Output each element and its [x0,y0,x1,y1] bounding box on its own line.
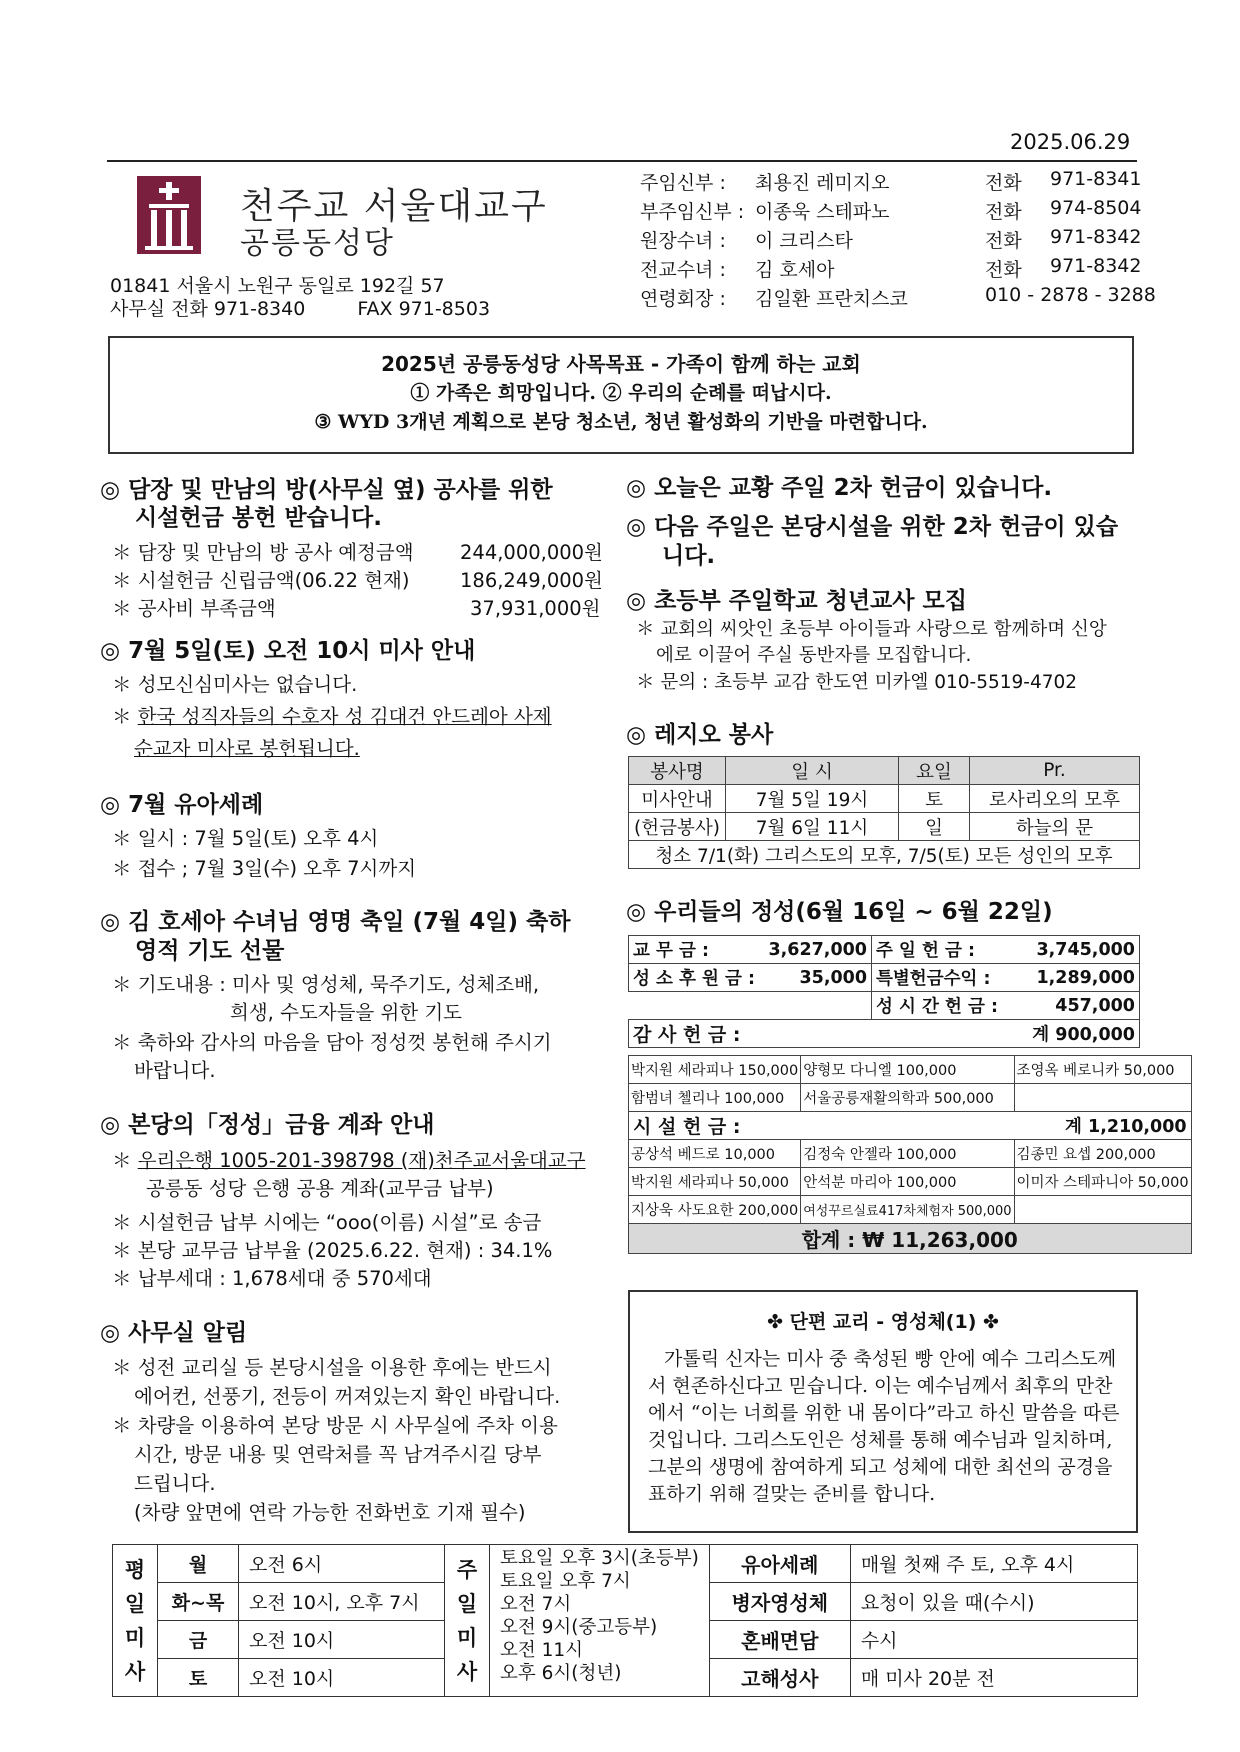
thanks-donors-table [628,1055,1192,1254]
donor-cell: 여성꾸르실료417차체험자 500,000 [801,1196,1014,1224]
table-cell: 하늘의 문 [970,813,1140,841]
table-cell: (헌금봉사) [629,813,726,841]
list-item: ＊ 우리은행 1005-201-398798 (재)천주교서울대교구 [112,1149,586,1172]
list-item: 에어컨, 선풍기, 전등이 꺼져있는지 확인 바랍니다. [134,1385,561,1408]
list-item: (차량 앞면에 연락 가능한 전화번호 기재 필수) [134,1501,526,1524]
column-header: 요일 [899,757,970,785]
donor-cell [1014,1196,1191,1224]
pastoral-goal-box [108,336,1134,454]
mass-day: 금 [158,1621,239,1659]
office-phone: 사무실 전화 971-8340 [110,298,306,320]
list-item: ＊ 접수 ; 7월 3일(수) 오후 7시까지 [112,857,417,880]
table-row [629,841,1140,869]
donor-cell: 박지원 세라피나 50,000 [629,1168,801,1196]
section-title: ◎ 본당의「정성」금융 계좌 안내 [100,1112,435,1138]
list-item: ＊ 일시 : 7월 5일(토) 오후 4시 [112,827,379,850]
offering-label: 시 설 헌 금 : [629,1112,1015,1140]
list-item: ＊ 기도내용 : 미사 및 영성체, 묵주기도, 성체조배, [112,973,540,996]
table-row [629,1112,1192,1140]
donor-cell: 김정숙 안젤라 100,000 [801,1140,1014,1168]
table-cell: 7월 6일 11시 [726,813,899,841]
sunday-mass-time: 토요일 오후 3시(초등부) [500,1548,699,1569]
table-header-row [629,757,1140,785]
goal-line: ① 가족은 희망입니다. ② 우리의 순례를 떠납시다. [410,382,832,404]
mass-time: 오전 10시 [239,1659,445,1697]
column-header: Pr. [970,757,1140,785]
list-item: ＊ 공사비 부족금액 [112,597,276,620]
section-title: 시설헌금 봉헌 받습니다. [135,505,382,531]
list-item: ＊ 한국 성직자들의 수호자 성 김대건 안드레아 사제 [112,705,552,728]
staff-row [640,226,1140,255]
offering-label: 특별헌금수익 : [872,964,1021,992]
staff-role: 부주임신부 : [640,201,745,223]
sunday-mass-times [490,1545,710,1697]
section-title: 영적 기도 선물 [135,938,285,964]
section-title: 니다. [662,543,716,569]
list-item: ＊ 성모신심미사는 없습니다. [112,673,358,696]
donor-cell: 양형모 다니엘 100,000 [801,1056,1014,1084]
mass-day: 월 [158,1545,239,1583]
list-item: ＊ 축하와 감사의 마음을 담아 정성껏 봉헌해 주시기 [112,1031,552,1054]
table-row [629,785,1140,813]
table-row [629,1056,1192,1084]
staff-tel-label: 전화 [985,201,1022,223]
offering-label: 교 무 금 : [629,936,760,964]
list-item: ＊ 본당 교무금 납부율 (2025.6.22. 현재) : 34.1% [112,1239,553,1262]
staff-phone: 971-8342 [1050,226,1142,248]
staff-name: 이종욱 스테파노 [755,201,890,223]
offering-amount: 457,000 [1020,992,1140,1020]
staff-name: 김일환 프란치스코 [755,288,908,310]
sacrament-label: 혼배면담 [709,1621,850,1659]
bulletin-date: 2025.06.29 [1010,130,1131,154]
staff-role: 연령회장 : [640,288,726,310]
staff-phone: 971-8342 [1050,255,1142,277]
staff-row [640,168,1140,197]
catechism-title: ✤ 단편 교리 - 영성체(1) ✤ [767,1311,999,1333]
offering-total: 계 900,000 [872,1020,1140,1048]
sunday-mass-time: 오후 6시(청년) [500,1663,622,1684]
staff-row [640,255,1140,284]
mass-day: 화~목 [158,1583,239,1621]
grand-total: 합계 : ₩ 11,263,000 [629,1224,1192,1254]
offering-amount: 1,289,000 [1020,964,1140,992]
amount: 186,249,000원 [460,569,603,592]
table-cell: 일 [899,813,970,841]
mass-time: 오전 10시, 오후 7시 [239,1583,445,1621]
catechism-box [628,1290,1138,1533]
list-item: ＊ 문의 : 초등부 교감 한도연 미카엘 010-5519-4702 [636,672,1078,693]
list-item: ＊ 교회의 씨앗인 초등부 아이들과 사랑으로 함께하며 신앙 [636,619,1107,640]
sunday-mass-label-text: 주 일 미 사 [456,1557,478,1684]
staff-tel-label: 전화 [985,172,1022,194]
sacrament-value: 매 미사 20분 전 [850,1659,1137,1697]
section-title: ◎ 다음 주일은 본당시설을 위한 2차 헌금이 있습 [626,514,1119,540]
table-cell: 토 [899,785,970,813]
donor-cell: 김종민 요셉 200,000 [1014,1140,1191,1168]
goal-line: ③ WYD 3개년 계획으로 본당 청소년, 청년 활성화의 기반을 마련합니다. [314,411,928,433]
mass-time: 오전 10시 [239,1621,445,1659]
amount: 244,000,000원 [460,541,603,564]
table-row [629,1168,1192,1196]
table-row [629,1084,1192,1112]
sunday-mass-time: 오전 11시 [500,1640,584,1661]
sacrament-value: 수시 [850,1621,1137,1659]
column-header: 일 시 [726,757,899,785]
donor-cell: 함범녀 첼리나 100,000 [629,1084,801,1112]
table-cell: 로사리오의 모후 [970,785,1140,813]
staff-phone: 974-8504 [1050,197,1142,219]
list-item: 바랍니다. [134,1059,216,1082]
offering-amount: 3,627,000 [759,936,872,964]
catechism-body: 가톨릭 신자는 미사 중 축성된 빵 안에 예수 그리스도께서 현존하신다고 믿습니다. 이는 예수님께서 최후의 만찬에서 “이는 너희를 위한 내 몸이다”라고 하신 말씀을 따른 것입니다. 그리스도인은 성체를 통해 예수님과 일치하며, 그분의 생명에 참여하게 되고 성체에 대한 최선의 공경을 표하기 위해 걸맞는 준비를 합니다. [648,1348,1120,1505]
section-title: ◎ 초등부 주일학교 청년교사 모집 [626,588,967,614]
staff-name: 이 크리스타 [755,230,853,252]
donor-cell: 서울공릉재활의학과 500,000 [801,1084,1014,1112]
table-row [629,964,1140,992]
list-item: ＊ 시설헌금 신립금액(06.22 현재) [112,569,410,592]
sacrament-label: 병자영성체 [709,1583,850,1621]
table-cell: 미사안내 [629,785,726,813]
section-title: ◎ 7월 유아세례 [100,792,264,818]
offering-label: 성 시 간 헌 금 : [872,992,1021,1020]
office-fax: FAX 971-8503 [357,298,491,320]
donor-cell: 공상석 베드로 10,000 [629,1140,801,1168]
donor-cell: 안석분 마리아 100,000 [801,1168,1014,1196]
staff-role: 원장수녀 : [640,230,726,252]
weekday-mass-label [113,1545,158,1697]
offering-label: 성 소 후 원 금 : [629,964,760,992]
bank-account: 우리은행 1005-201-398798 (재)천주교서울대교구 [137,1149,586,1172]
total-row [629,1224,1192,1254]
staff-row [640,197,1140,226]
list-item: 시간, 방문 내용 및 연락처를 꼭 남겨주시길 당부 [134,1443,542,1466]
sunday-mass-time: 오전 7시 [500,1594,572,1615]
staff-name: 최용진 레미지오 [755,172,890,194]
sacrament-label: 고해성사 [709,1659,850,1697]
header-rule [107,160,1137,162]
offering-amount: 3,745,000 [1020,936,1140,964]
list-item: ＊ 담장 및 만남의 방 공사 예정금액 [112,541,414,564]
weekday-mass-label-text: 평 일 미 사 [124,1557,146,1684]
sacrament-value: 요청이 있을 때(수시) [850,1583,1137,1621]
underlined-text: 순교자 미사로 봉헌됩니다. [134,737,360,760]
offering-label: 주 일 헌 금 : [872,936,1021,964]
list-item: 희생, 수도자들을 위한 기도 [230,1001,463,1024]
mass-time: 오전 6시 [239,1545,445,1583]
mass-schedule-table [112,1544,1138,1697]
section-title: ◎ 사무실 알림 [100,1320,248,1346]
staff-phone: 971-8341 [1050,168,1142,190]
staff-row [640,284,1156,313]
list-item: ＊ 시설헌금 납부 시에는 “ooo(이름) 시설”로 송금 [112,1211,542,1234]
table-row [629,1140,1192,1168]
cathedral-logo-icon [137,176,201,254]
table-row [629,1020,1140,1048]
table-row [629,813,1140,841]
offering-label: 감 사 헌 금 : [629,1020,872,1048]
table-cell: 7월 5일 19시 [726,785,899,813]
list-item: 공릉동 성당 은행 공용 계좌(교무금 납부) [146,1177,494,1200]
donor-cell: 이미자 스테파니아 50,000 [1014,1168,1191,1196]
sunday-mass-time: 토요일 오후 7시 [500,1571,631,1592]
staff-tel-label: 전화 [985,259,1022,281]
donor-cell: 지상욱 사도요한 200,000 [629,1196,801,1224]
offerings-table [628,935,1140,1048]
offering-total: 계 1,210,000 [1014,1112,1191,1140]
list-item: 에로 이끌어 주실 동반자를 모집합니다. [656,645,972,666]
logo-title: 천주교 서울대교구 [240,186,548,227]
donor-cell: 박지원 세라피나 150,000 [629,1056,801,1084]
donor-cell [1014,1084,1191,1112]
staff-name: 김 호세아 [755,259,835,281]
list-item: ＊ 납부세대 : 1,678세대 중 570세대 [112,1267,432,1290]
sunday-mass-label [445,1545,490,1697]
section-title: ◎ 우리들의 정성(6월 16일 ~ 6월 22일) [626,899,1053,925]
table-row [629,992,1140,1020]
staff-role: 주임신부 : [640,172,726,194]
offering-amount: 35,000 [759,964,872,992]
cleaning-schedule: 청소 7/1(화) 그리스도의 모후, 7/5(토) 모든 성인의 모후 [629,841,1140,869]
goal-title: 2025년 공릉동성당 사목목표 - 가족이 함께 하는 교회 [381,352,861,376]
list-item: ＊ 성전 교리실 등 본당시설을 이용한 후에는 반드시 [112,1356,552,1379]
section-title: ◎ 7월 5일(토) 오전 10시 미사 안내 [100,638,476,664]
donor-cell: 조영옥 베로니카 50,000 [1014,1056,1191,1084]
logo-subtitle: 공릉동성당 [240,226,395,261]
section-title: ◎ 담장 및 만남의 방(사무실 옆) 공사를 위한 [100,477,553,503]
table-row [629,1196,1192,1224]
legio-table [628,756,1140,869]
list-item: ＊ 차량을 이용하여 본당 방문 시 사무실에 주차 이용 [112,1414,558,1437]
table-row [629,936,1140,964]
underlined-text: 한국 성직자들의 수호자 성 김대건 안드레아 사제 [137,705,552,728]
amount: 37,931,000원 [470,597,601,620]
section-title: ◎ 레지오 봉사 [626,722,774,748]
staff-phone: 010 - 2878 - 3288 [985,284,1156,306]
table-row [113,1545,1138,1583]
sunday-mass-time: 오전 9시(중고등부) [500,1617,658,1638]
staff-list [640,168,1156,313]
parish-address: 01841 서울시 노원구 동일로 192길 57 [110,275,445,297]
list-item: 드립니다. [134,1472,216,1495]
section-title: ◎ 김 호세아 수녀님 영명 축일 (7월 4일) 축하 [100,909,571,935]
column-header: 봉사명 [629,757,726,785]
section-title: ◎ 오늘은 교황 주일 2차 헌금이 있습니다. [626,475,1053,501]
sacrament-value: 매월 첫째 주 토, 오후 4시 [850,1545,1137,1583]
staff-role: 전교수녀 : [640,259,726,281]
office-contact [110,294,490,321]
mass-day: 토 [158,1659,239,1697]
staff-tel-label: 전화 [985,230,1022,252]
sacrament-label: 유아세례 [709,1545,850,1583]
